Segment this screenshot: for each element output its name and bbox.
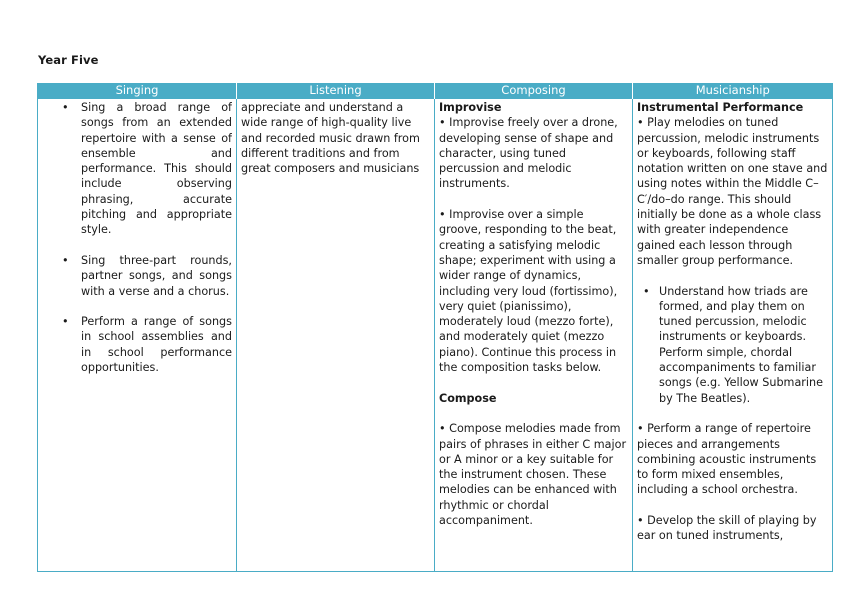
singing-list <box>42 100 232 375</box>
singing-cell <box>38 99 237 572</box>
table-row <box>38 99 833 572</box>
list-item: • Improvise over a simple groove, responding to the beat, creating a satisfying melodic shape; experiment with using a wider range of dynamics, including very loud (fortissimo), very quiet (pianissimo), moderately loud (mezzo forte), and moderately quiet (mezzo piano). Continue this process in the composition tasks below. <box>439 208 618 375</box>
list-item: • Compose melodies made from pairs of phrases in either C major or A minor or a key suitable for the instrument chosen. These melodies can be enhanced with rhythmic or chordal accompaniment. <box>439 422 627 528</box>
musicianship-bullet-list <box>637 284 828 406</box>
table-header-row <box>38 83 833 99</box>
instrumental-performance-heading: Instrumental Performance <box>637 101 804 114</box>
page-title: Year Five <box>38 53 99 67</box>
list-item: • Sing a broad range of songs from an extended repertoire with a sense of ensemble and performance. This should include observing phrasing, accurate pitching and appropriate style. <box>81 100 232 238</box>
compose-heading: Compose <box>439 391 497 405</box>
column-header-composing: Composing <box>435 83 633 99</box>
listening-text: appreciate and understand a wide range of high-quality live and recorded music drawn from different traditions and from great composers and musicians <box>241 101 420 176</box>
list-item: • Perform a range of repertoire pieces and arrangements combining acoustic instruments to form mixed ensembles, including a school orchestra. <box>637 422 817 497</box>
list-item: • Develop the skill of playing by ear on tuned instruments, <box>637 514 817 543</box>
column-header-musicianship: Musicianship <box>633 83 833 99</box>
composing-cell <box>435 99 633 572</box>
list-item: • Play melodies on tuned percussion, melodic instruments or keyboards, following staff notation written on one stave and using notes within the Middle C–C′/do–do range. This should initially be done as a whole class with greater independence gained each lesson through smaller group performance. <box>637 116 828 267</box>
column-header-singing: Singing <box>38 83 237 99</box>
list-item: • Sing three-part rounds, partner songs, and songs with a verse and a chorus. <box>81 253 232 299</box>
list-item: • Perform a range of songs in school assemblies and in school performance opportunities. <box>81 314 232 375</box>
improvise-heading: Improvise <box>439 101 502 114</box>
curriculum-table <box>37 83 833 572</box>
list-item: • Understand how triads are formed, and play them on tuned percussion, melodic instruments or keyboards. Perform simple, chordal accompaniments to familiar songs (e.g. Yellow Submarine by The Beatles). <box>659 284 828 406</box>
listening-cell <box>237 99 435 572</box>
musicianship-cell <box>633 99 833 572</box>
column-header-listening: Listening <box>237 83 435 99</box>
list-item: • Improvise freely over a drone, developing sense of shape and character, using tuned percussion and melodic instruments. <box>439 116 618 191</box>
